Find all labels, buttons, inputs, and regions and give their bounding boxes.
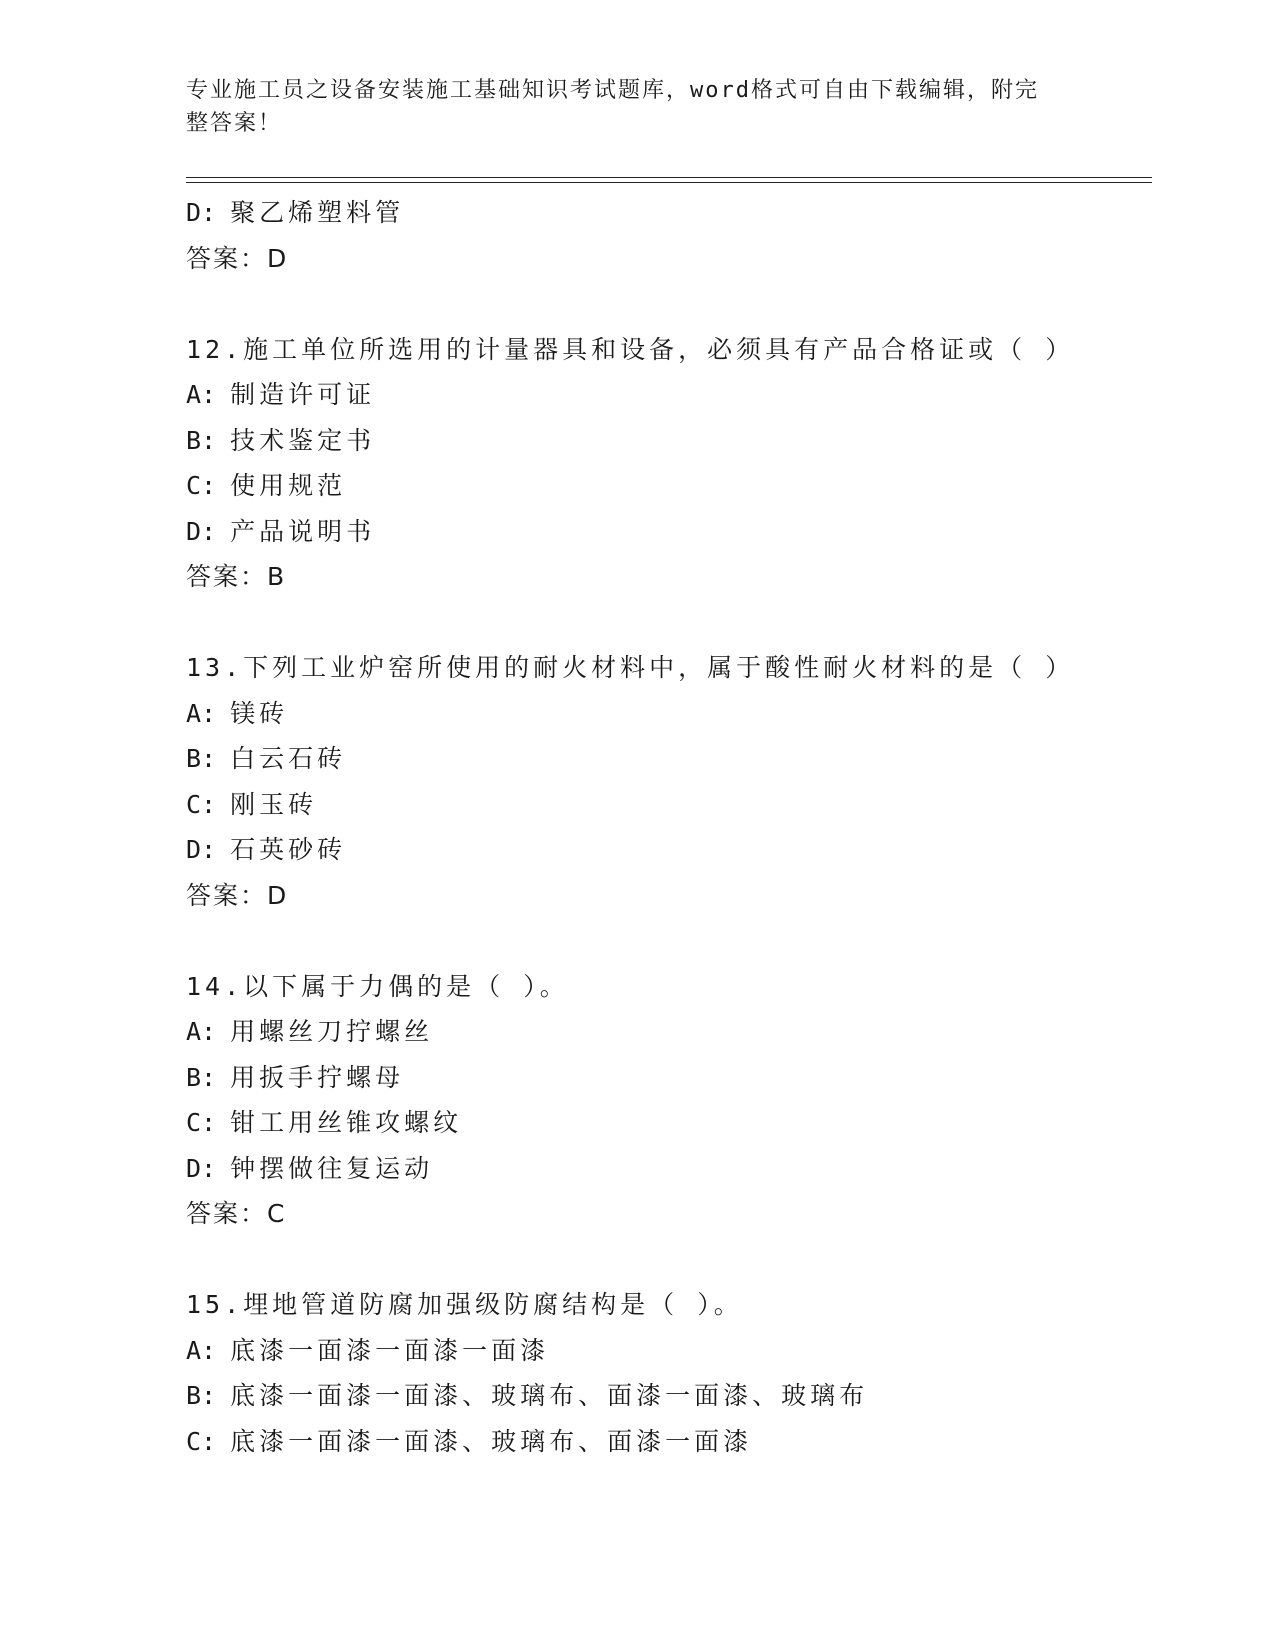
- option-b: B: 白云石砖: [186, 744, 347, 773]
- option-a: A: 制造许可证: [186, 380, 376, 409]
- question-15: [186, 1282, 1146, 1464]
- question-12: [186, 327, 1146, 600]
- option-b: B: 底漆一面漆一面漆、玻璃布、面漆一面漆、玻璃布: [186, 1381, 869, 1410]
- option-d: D: 石英砂砖: [186, 835, 347, 864]
- answer-line: 答案：D: [186, 243, 289, 273]
- header-line-2: 整答案！: [186, 111, 283, 136]
- option-c: C: 刚玉砖: [186, 789, 318, 819]
- question-list: [186, 190, 1146, 1464]
- option-a: A: 底漆一面漆一面漆一面漆: [186, 1335, 550, 1365]
- option-c: C: 使用规范: [186, 471, 347, 500]
- question-stem: 12.施工单位所选用的计量器具和设备，必须具有产品合格证或（ ）: [186, 334, 1075, 364]
- question-stem: 15.埋地管道防腐加强级防腐结构是（ ）。: [186, 1290, 743, 1319]
- answer-line: 答案：B: [186, 562, 287, 591]
- header-line-1: 专业施工员之设备安装施工基础知识考试题库，word格式可自由下载编辑，附完: [186, 78, 1039, 103]
- option-d: D: 钟摆做往复运动: [186, 1153, 434, 1183]
- header-divider-bottom: [186, 182, 1152, 183]
- header-divider-top: [186, 177, 1152, 178]
- option-c: C: 底漆一面漆一面漆、玻璃布、面漆一面漆: [186, 1426, 753, 1456]
- document-header: [186, 74, 1066, 140]
- option-d: D: 产品说明书: [186, 516, 376, 546]
- option-d: D: 聚乙烯塑料管: [186, 198, 405, 227]
- answer-line: 答案：D: [186, 880, 289, 910]
- option-a: A: 用螺丝刀拧螺丝: [186, 1017, 434, 1046]
- option-b: B: 技术鉴定书: [186, 425, 376, 455]
- option-b: B: 用扳手拧螺母: [186, 1062, 405, 1092]
- question-14: [186, 964, 1146, 1237]
- question-stem: 14.以下属于力偶的是（ ）。: [186, 971, 569, 1001]
- option-a: A: 镁砖: [186, 698, 289, 728]
- question-stem: 13.下列工业炉窑所使用的耐火材料中，属于酸性耐火材料的是（ ）: [186, 653, 1075, 682]
- question-13: [186, 645, 1146, 918]
- answer-line: 答案：C: [186, 1199, 287, 1228]
- option-c: C: 钳工用丝锥攻螺纹: [186, 1108, 463, 1137]
